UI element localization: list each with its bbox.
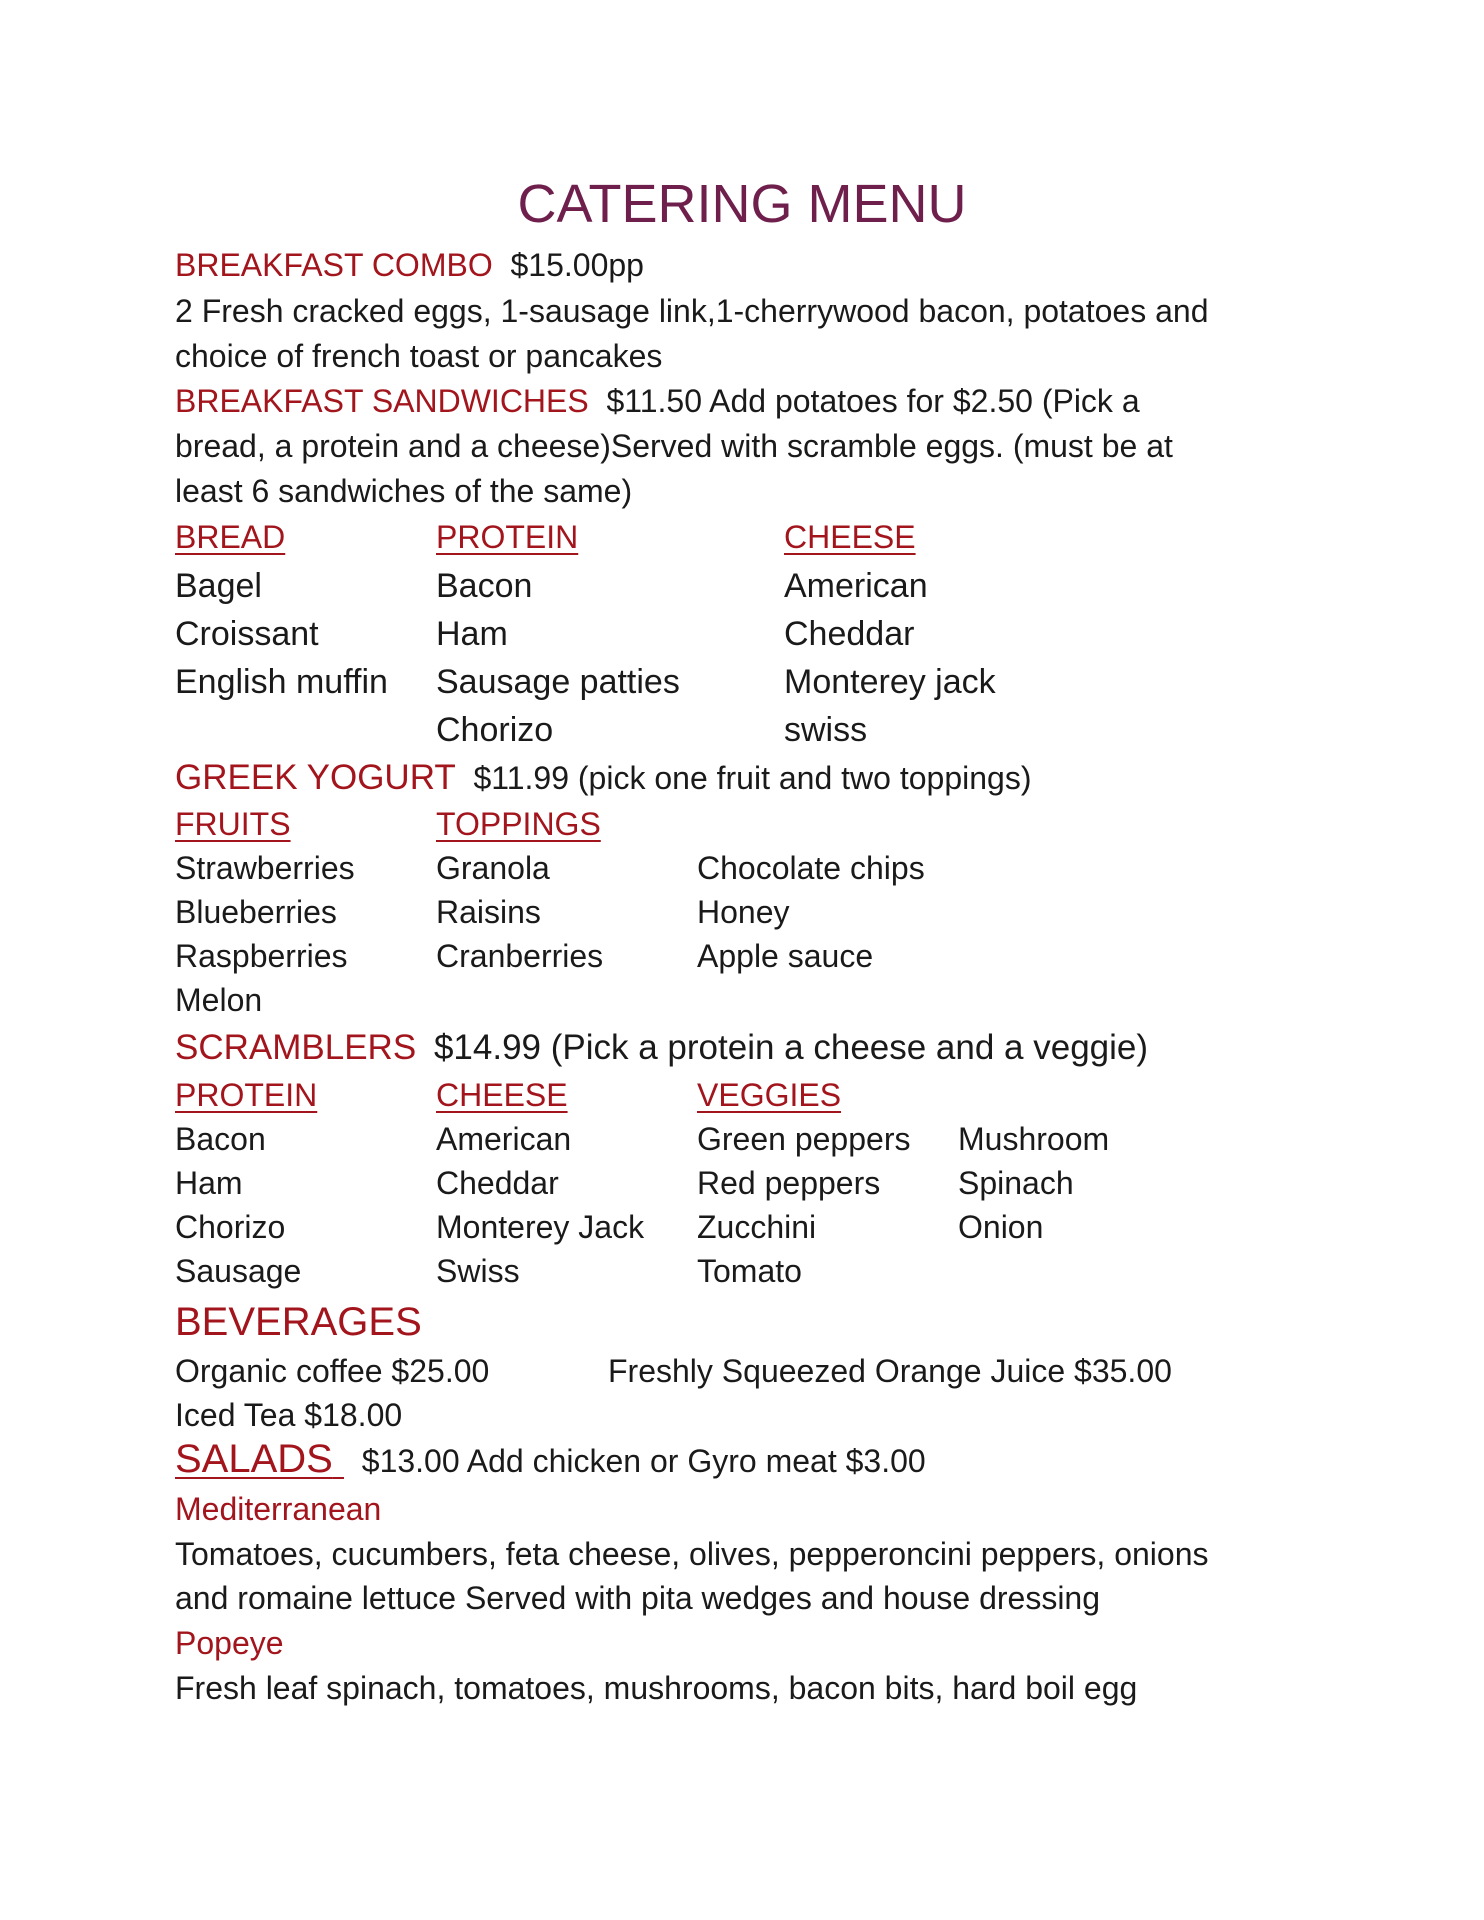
list-item: Swiss bbox=[436, 1253, 520, 1289]
salads-heading: SALADS bbox=[175, 1437, 333, 1481]
sandwich-cheese-column bbox=[784, 515, 996, 754]
greek-yogurt-price: $11.99 (pick one fruit and two toppings) bbox=[473, 760, 1032, 796]
fruits-header: FRUITS bbox=[175, 806, 291, 842]
breakfast-combo-desc-2: choice of french toast or pancakes bbox=[175, 338, 663, 374]
list-item: Red peppers bbox=[697, 1165, 881, 1201]
salad-mediterranean-name: Mediterranean bbox=[175, 1491, 382, 1527]
breakfast-sandwiches-line bbox=[175, 379, 1140, 423]
list-item: Tomato bbox=[697, 1253, 802, 1289]
list-item: Mushroom bbox=[958, 1121, 1110, 1157]
scrambler-cheese-column bbox=[436, 1073, 644, 1293]
list-item: Raisins bbox=[436, 894, 541, 930]
salad-popeye-desc-1: Fresh leaf spinach, tomatoes, mushrooms, bacon bits, hard boil egg bbox=[175, 1670, 1138, 1706]
bread-column bbox=[175, 515, 388, 706]
sandwich-cheese-header: CHEESE bbox=[784, 519, 916, 555]
breakfast-combo-line bbox=[175, 243, 644, 287]
list-item: Monterey jack bbox=[784, 663, 996, 701]
sandwich-protein-column bbox=[436, 515, 680, 754]
breakfast-sandwiches-heading: BREAKFAST SANDWICHES bbox=[175, 383, 589, 419]
scrambler-protein-column bbox=[175, 1073, 317, 1293]
toppings-column bbox=[436, 802, 603, 978]
list-item: Bagel bbox=[175, 567, 262, 605]
list-item: Bacon bbox=[175, 1121, 266, 1157]
list-item: American bbox=[436, 1121, 572, 1157]
list-item: Melon bbox=[175, 982, 263, 1018]
scramblers-heading: SCRAMBLERS bbox=[175, 1028, 417, 1067]
beverages-heading: BEVERAGES bbox=[175, 1300, 422, 1344]
greek-yogurt-heading: GREEK YOGURT bbox=[175, 758, 456, 797]
list-item: Chorizo bbox=[436, 711, 554, 749]
salad-popeye-name: Popeye bbox=[175, 1625, 284, 1661]
beverage-coffee: Organic coffee $25.00 bbox=[175, 1353, 490, 1389]
beverage-iced-tea: Iced Tea $18.00 bbox=[175, 1397, 403, 1433]
veggies-header: VEGGIES bbox=[697, 1077, 842, 1113]
list-item: English muffin bbox=[175, 663, 388, 701]
list-item: Zucchini bbox=[697, 1209, 817, 1245]
beverages-heading-line bbox=[175, 1297, 422, 1347]
fruits-column bbox=[175, 802, 355, 1022]
beverage-orange-juice: Freshly Squeezed Orange Juice $35.00 bbox=[608, 1353, 1172, 1389]
breakfast-sandwiches-desc-3: least 6 sandwiches of the same) bbox=[175, 473, 633, 509]
breakfast-combo-heading: BREAKFAST COMBO bbox=[175, 247, 493, 283]
salads-price: $13.00 Add chicken or Gyro meat $3.00 bbox=[361, 1443, 926, 1479]
list-item: Cheddar bbox=[784, 615, 915, 653]
list-item: Strawberries bbox=[175, 850, 355, 886]
list-item: Green peppers bbox=[697, 1121, 911, 1157]
list-item: Chocolate chips bbox=[697, 850, 925, 886]
list-item: Blueberries bbox=[175, 894, 337, 930]
toppings-header: TOPPINGS bbox=[436, 806, 601, 842]
list-item: Cheddar bbox=[436, 1165, 559, 1201]
list-item: Apple sauce bbox=[697, 938, 874, 974]
salad-mediterranean-desc-1: Tomatoes, cucumbers, feta cheese, olives, pepperoncini peppers, onions bbox=[175, 1536, 1209, 1572]
list-item: Granola bbox=[436, 850, 550, 886]
salad-mediterranean-desc-2: and romaine lettuce Served with pita wedges and house dressing bbox=[175, 1580, 1101, 1616]
scrambler-cheese-header: CHEESE bbox=[436, 1077, 568, 1113]
list-item: Sausage bbox=[175, 1253, 302, 1289]
breakfast-sandwiches-price: $11.50 Add potatoes for $2.50 (Pick a bbox=[606, 383, 1140, 419]
page-title: CATERING MENU bbox=[517, 174, 967, 234]
list-item: Spinach bbox=[958, 1165, 1074, 1201]
bread-header: BREAD bbox=[175, 519, 286, 555]
list-item: Sausage patties bbox=[436, 663, 680, 701]
list-item: Chorizo bbox=[175, 1209, 286, 1245]
salads-line bbox=[175, 1437, 926, 1483]
scramblers-price: $14.99 (Pick a protein a cheese and a veggie) bbox=[433, 1028, 1149, 1067]
list-item: Raspberries bbox=[175, 938, 348, 974]
list-item: swiss bbox=[784, 711, 868, 749]
toppings-column-2 bbox=[697, 846, 925, 978]
veggies-column bbox=[697, 1073, 910, 1293]
list-item: Ham bbox=[436, 615, 508, 653]
list-item: Croissant bbox=[175, 615, 319, 653]
scramblers-line bbox=[175, 1026, 1148, 1070]
list-item: Honey bbox=[697, 894, 790, 930]
breakfast-sandwiches-desc-2: bread, a protein and a cheese)Served with scramble eggs. (must be at bbox=[175, 428, 1173, 464]
list-item: Onion bbox=[958, 1209, 1044, 1245]
list-item: Ham bbox=[175, 1165, 243, 1201]
sandwich-protein-header: PROTEIN bbox=[436, 519, 579, 555]
list-item: Monterey Jack bbox=[436, 1209, 645, 1245]
list-item: American bbox=[784, 567, 928, 605]
breakfast-combo-desc-1: 2 Fresh cracked eggs, 1-sausage link,1-cherrywood bacon, potatoes and bbox=[175, 293, 1209, 329]
list-item: Cranberries bbox=[436, 938, 604, 974]
greek-yogurt-line bbox=[175, 756, 1031, 800]
breakfast-combo-price: $15.00pp bbox=[510, 247, 644, 283]
list-item: Bacon bbox=[436, 567, 533, 605]
scrambler-protein-header: PROTEIN bbox=[175, 1077, 318, 1113]
veggies-column-2 bbox=[958, 1117, 1109, 1249]
